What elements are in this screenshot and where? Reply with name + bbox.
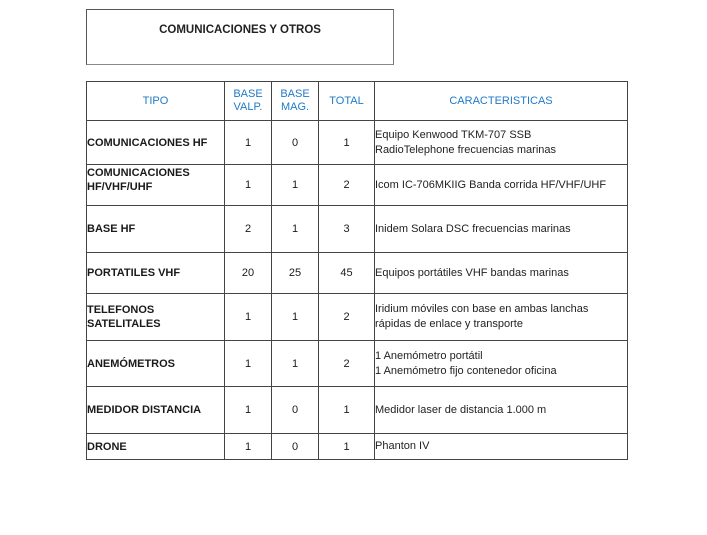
cell-base-mag: 0	[272, 387, 319, 434]
cell-base-valp: 2	[225, 206, 272, 253]
cell-total: 2	[319, 165, 375, 206]
table-row	[87, 165, 628, 206]
table-row	[87, 341, 628, 387]
cell-tipo: MEDIDOR DISTANCIA	[87, 387, 225, 434]
cell-base-mag: 1	[272, 165, 319, 206]
cell-base-mag: 1	[272, 294, 319, 341]
cell-base-valp: 1	[225, 434, 272, 460]
cell-tipo: COMUNICACIONES HF	[87, 121, 225, 165]
cell-total: 45	[319, 253, 375, 294]
table-row	[87, 434, 628, 460]
table-row	[87, 387, 628, 434]
cell-base-valp: 1	[225, 294, 272, 341]
cell-caracteristicas: 1 Anemómetro portátil 1 Anemómetro fijo contenedor oficina	[375, 341, 628, 387]
equipment-table	[86, 81, 628, 460]
cell-tipo: COMUNICACIONES HF/VHF/UHF	[87, 165, 225, 206]
table-row	[87, 206, 628, 253]
cell-tipo: DRONE	[87, 434, 225, 460]
cell-total: 2	[319, 341, 375, 387]
cell-base-mag: 1	[272, 341, 319, 387]
table-row	[87, 253, 628, 294]
header-tipo: TIPO	[87, 82, 225, 121]
header-caracteristicas: CARACTERISTICAS	[375, 82, 628, 121]
cell-tipo: ANEMÓMETROS	[87, 341, 225, 387]
cell-total: 1	[319, 121, 375, 165]
cell-base-valp: 1	[225, 165, 272, 206]
header-base-mag: BASE MAG.	[272, 82, 319, 121]
cell-total: 2	[319, 294, 375, 341]
cell-total: 1	[319, 387, 375, 434]
cell-base-valp: 1	[225, 387, 272, 434]
cell-caracteristicas: Medidor laser de distancia 1.000 m	[375, 387, 628, 434]
header-base-valp: BASE VALP.	[225, 82, 272, 121]
cell-base-valp: 1	[225, 121, 272, 165]
cell-total: 3	[319, 206, 375, 253]
title-box	[86, 9, 394, 65]
cell-caracteristicas: Inidem Solara DSC frecuencias marinas	[375, 206, 628, 253]
cell-caracteristicas: Icom IC-706MKIIG Banda corrida HF/VHF/UHF	[375, 165, 628, 206]
cell-base-mag: 25	[272, 253, 319, 294]
cell-caracteristicas: Phanton IV	[375, 434, 628, 460]
cell-base-valp: 1	[225, 341, 272, 387]
cell-tipo: BASE HF	[87, 206, 225, 253]
cell-base-mag: 1	[272, 206, 319, 253]
cell-base-mag: 0	[272, 434, 319, 460]
cell-caracteristicas: Equipos portátiles VHF bandas marinas	[375, 253, 628, 294]
table-row	[87, 121, 628, 165]
table-header-row	[87, 82, 628, 121]
cell-caracteristicas: Equipo Kenwood TKM-707 SSB RadioTelephone frecuencias marinas	[375, 121, 628, 165]
cell-total: 1	[319, 434, 375, 460]
cell-base-valp: 20	[225, 253, 272, 294]
cell-tipo: TELEFONOS SATELITALES	[87, 294, 225, 341]
table-row	[87, 294, 628, 341]
header-total: TOTAL	[319, 82, 375, 121]
cell-caracteristicas: Iridium móviles con base en ambas lanchas rápidas de enlace y transporte	[375, 294, 628, 341]
cell-tipo: PORTATILES VHF	[87, 253, 225, 294]
page-title: COMUNICACIONES Y OTROS	[159, 24, 321, 36]
cell-base-mag: 0	[272, 121, 319, 165]
